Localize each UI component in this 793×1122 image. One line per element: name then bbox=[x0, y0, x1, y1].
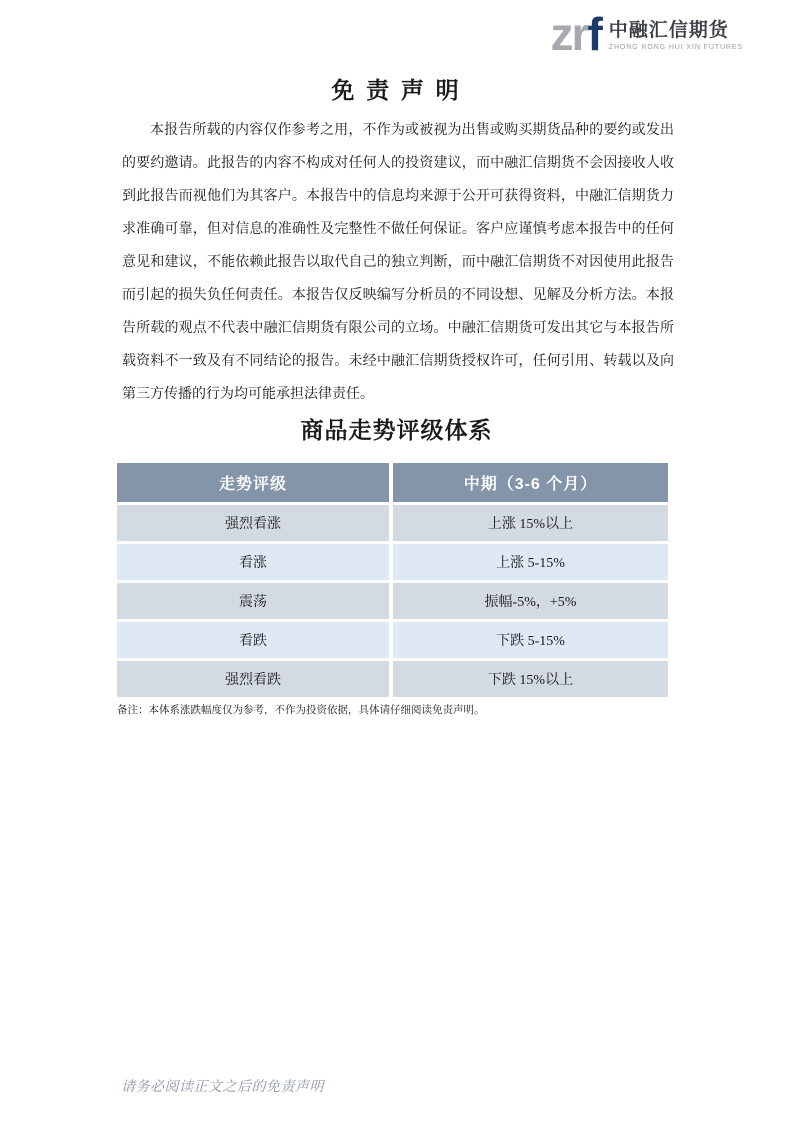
logo-letter-blue: f bbox=[587, 8, 601, 60]
cell-rating: 看跌 bbox=[117, 622, 389, 658]
cell-range: 振幅-5%，+5% bbox=[393, 583, 668, 619]
page-title: 免 责 声 明 bbox=[331, 78, 462, 103]
company-logo bbox=[550, 8, 743, 60]
rating-table-body bbox=[117, 505, 668, 697]
disclaimer-line: 到此报告而视他们为其客户。本报告中的信息均来源于公开可获得资料，中融汇信期货力 bbox=[122, 189, 674, 204]
table-row bbox=[117, 661, 668, 697]
header-cell-rating: 走势评级 bbox=[117, 463, 389, 502]
cell-range: 下跌 5-15% bbox=[393, 622, 668, 658]
logo-letters-gray: zr bbox=[550, 8, 588, 60]
disclaimer-line: 载资料不一致及有不同结论的报告。未经中融汇信期货授权许可，任何引用、转载以及向 bbox=[122, 354, 674, 369]
footer-disclaimer: 请务必阅读正文之后的免责声明 bbox=[121, 1080, 324, 1095]
disclaimer-line: 第三方传播的行为均可能承担法律责任。 bbox=[122, 387, 374, 402]
rating-table bbox=[117, 463, 668, 700]
disclaimer-line: 告所载的观点不代表中融汇信期货有限公司的立场。中融汇信期货可发出其它与本报告所 bbox=[122, 321, 674, 336]
cell-rating: 震荡 bbox=[117, 583, 389, 619]
table-row bbox=[117, 544, 668, 580]
table-header-row bbox=[117, 463, 668, 502]
rating-table-header bbox=[117, 463, 668, 502]
cell-range: 上涨 5-15% bbox=[393, 544, 668, 580]
table-row bbox=[117, 505, 668, 541]
company-name-cn: 中融汇信期货 bbox=[608, 20, 729, 42]
logo-names bbox=[609, 21, 743, 54]
disclaimer-line: 本报告所载的内容仅作参考之用，不作为或被视为出售或购买期货品种的要约或发出 bbox=[150, 123, 674, 138]
rating-section-title: 商品走势评级体系 bbox=[300, 418, 493, 443]
disclaimer-line: 的要约邀请。此报告的内容不构成对任何人的投资建议，而中融汇信期货不会因接收人收 bbox=[122, 156, 674, 171]
disclaimer-line: 而引起的损失负任何责任。本报告仅反映编写分析员的不同设想、见解及分析方法。本报 bbox=[122, 288, 674, 303]
table-note: 备注：本体系涨跌幅度仅为参考，不作为投资依据，具体请仔细阅读免责声明。 bbox=[117, 705, 485, 716]
cell-rating: 强烈看涨 bbox=[117, 505, 389, 541]
zrf-logo-icon bbox=[550, 8, 601, 60]
disclaimer-line: 意见和建议，不能依赖此报告以取代自己的独立判断，而中融汇信期货不对因使用此报告 bbox=[122, 255, 674, 270]
table-row bbox=[117, 622, 668, 658]
cell-range: 上涨 15%以上 bbox=[393, 505, 668, 541]
header-cell-midterm: 中期（3-6 个月） bbox=[393, 463, 668, 502]
table-row bbox=[117, 583, 668, 619]
disclaimer-paragraph bbox=[122, 114, 674, 411]
cell-range: 下跌 15%以上 bbox=[393, 661, 668, 697]
cell-rating: 看涨 bbox=[117, 544, 389, 580]
company-name-en: ZHONG RONG HUI XIN FUTURES bbox=[608, 44, 743, 51]
cell-rating: 强烈看跌 bbox=[117, 661, 389, 697]
disclaimer-line: 求准确可靠，但对信息的准确性及完整性不做任何保证。客户应谨慎考虑本报告中的任何 bbox=[122, 222, 674, 237]
